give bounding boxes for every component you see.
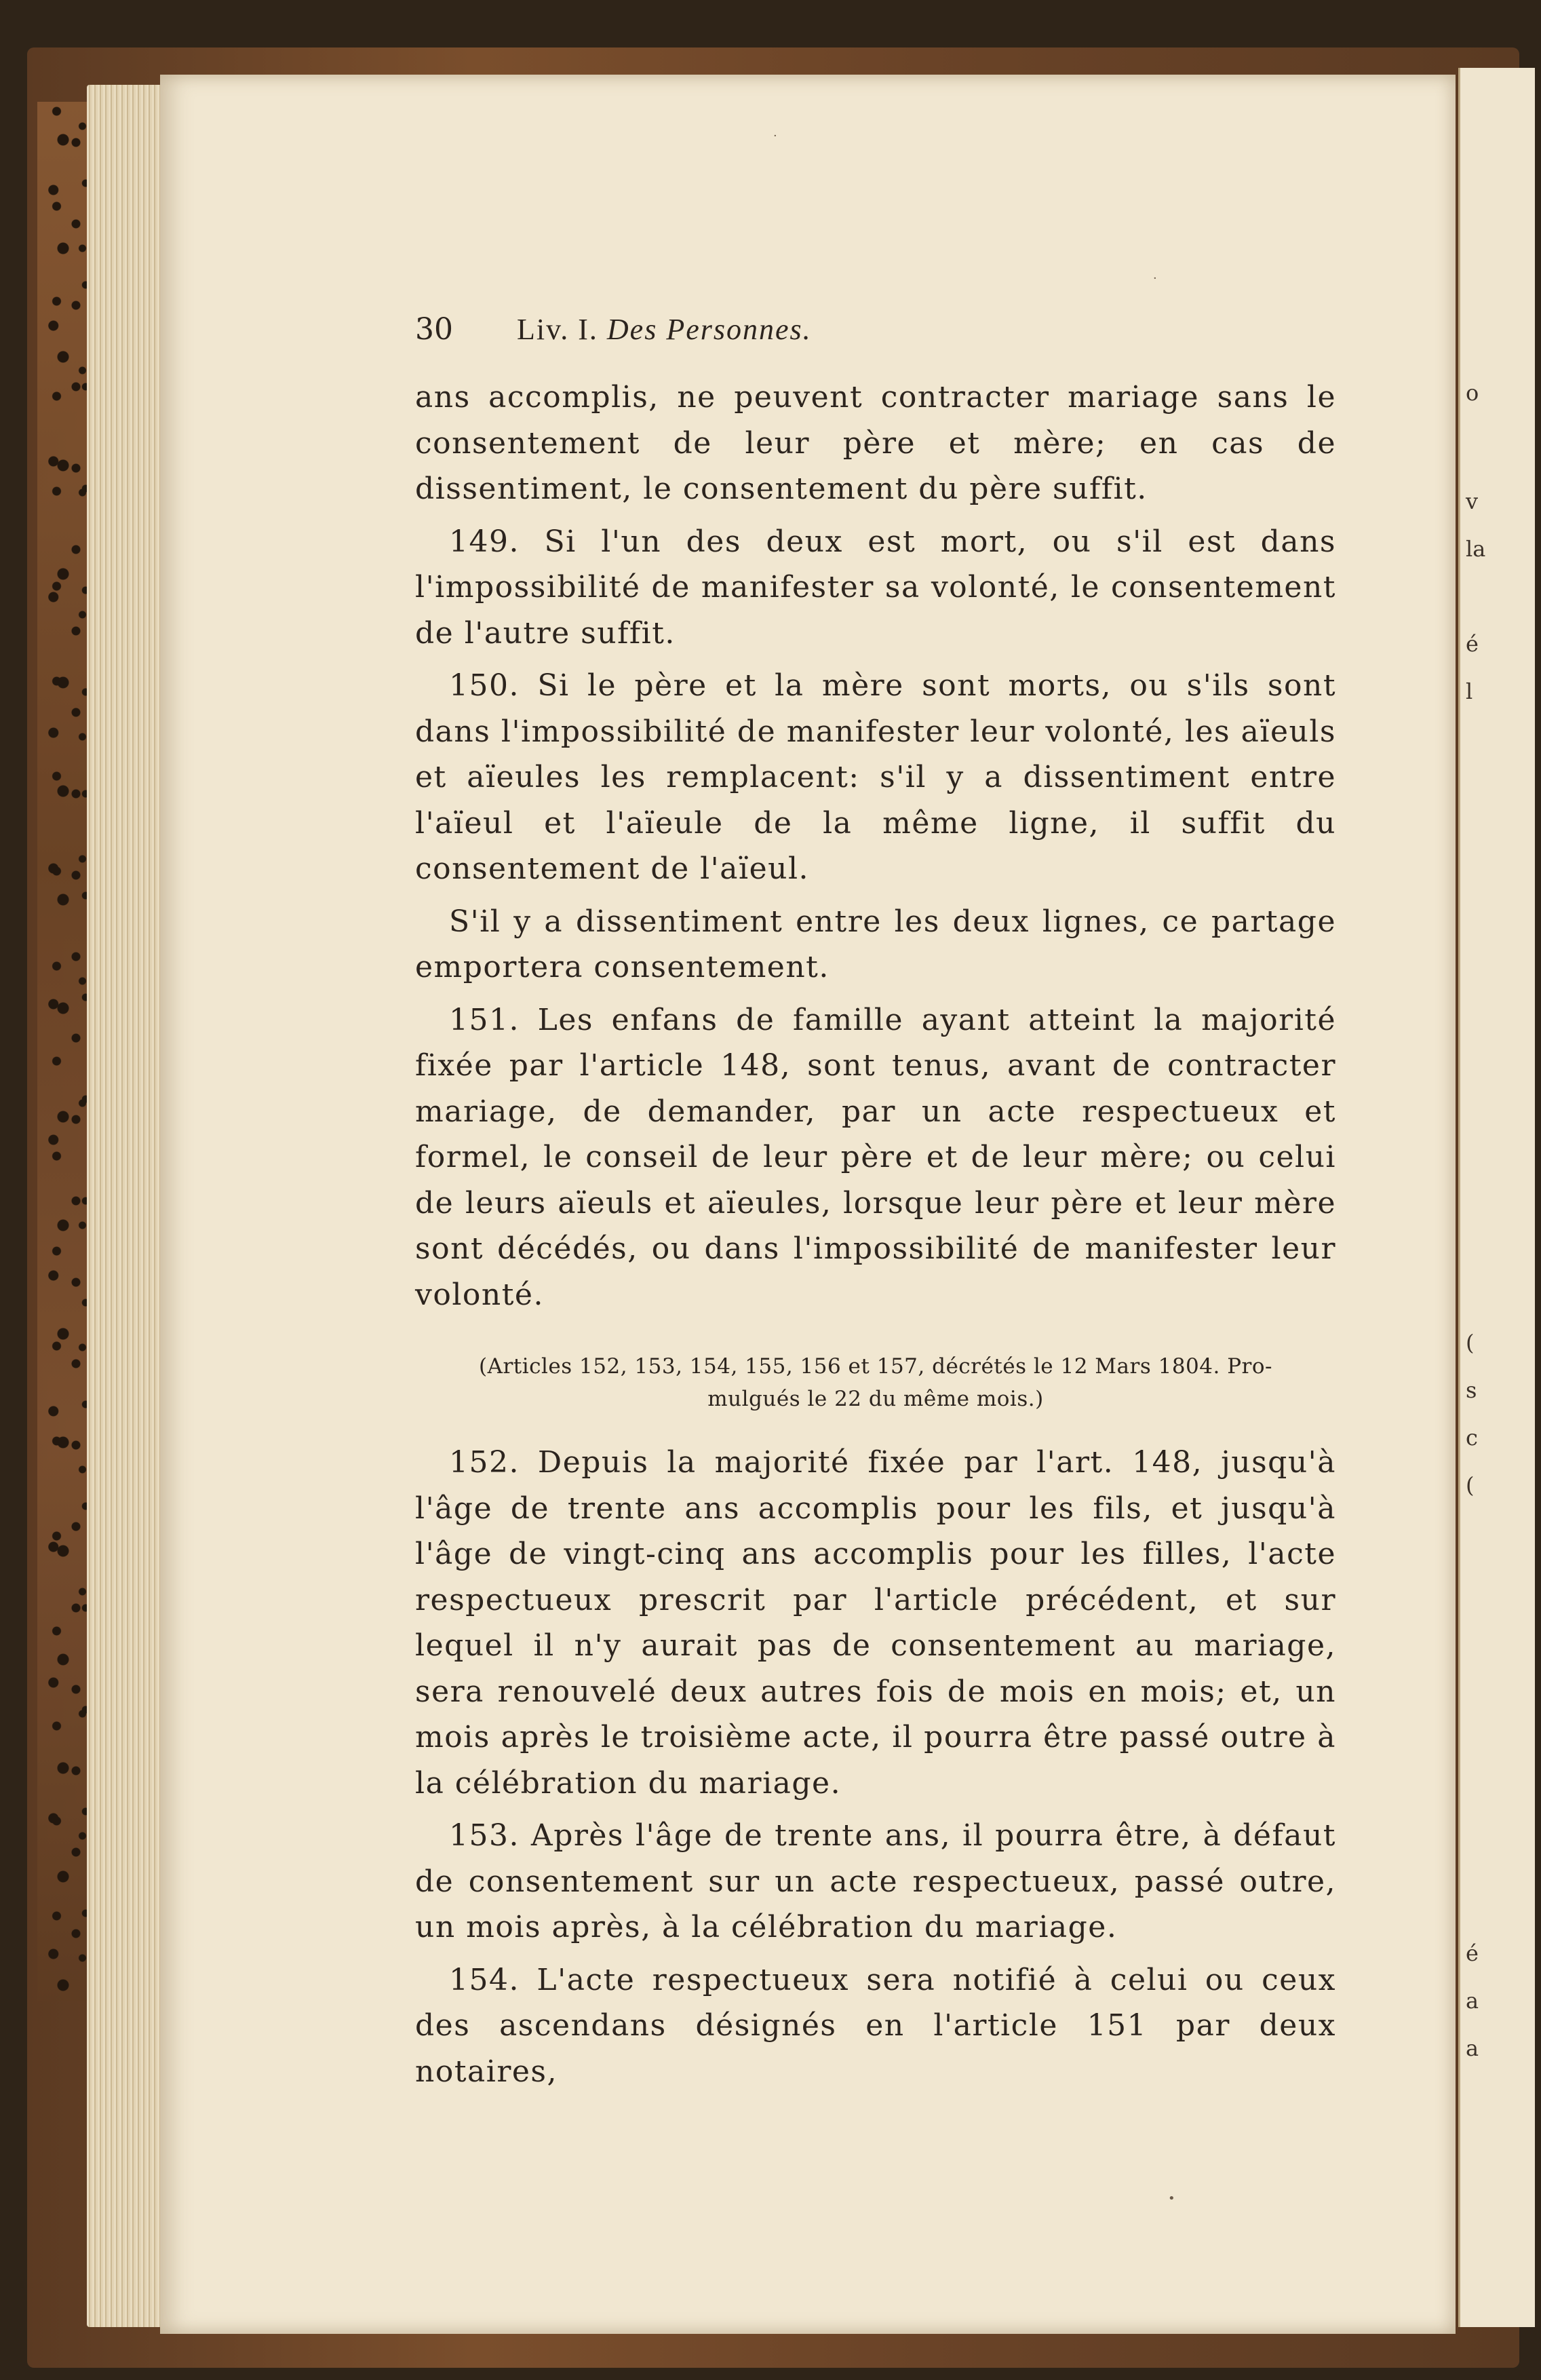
paragraph-article-152: 152. Depuis la majorité fixée par l'art. 148, jusqu'à l'âge de trente ans accomplis pour les fils, et jusqu'à l'âge de vingt-cinq ans accomplis pour les filles, l'acte respectueux prescrit par l'article précédent, et sur lequel il n'y aurait pas de consentement au mariage, sera renouvelé deux autres fois de mois en mois; et, un mois après le troisième acte, il pourra être passé outre à la célébration du mariage. (415, 1445, 1336, 1801)
paper-speck: · (773, 129, 777, 143)
paragraph-article-153: 153. Après l'âge de trente ans, il pourra être, à défaut de consentement sur un acte respectueux, passé outre, un mois après, à la célébration du mariage. (415, 1818, 1336, 1944)
page-text (415, 312, 1336, 2101)
article-150 (415, 663, 1336, 892)
paragraph-article-154: 154. L'acte respectueux sera notifié à celui ou ceux des ascendans désignés en l'article 151 par deux notaires, (415, 1962, 1336, 2089)
paragraph-article-150-b: S'il y a dissentiment entre les deux lignes, ce partage emportera consentement. (415, 904, 1336, 984)
page-edges (87, 85, 165, 2327)
adjacent-fragment: v (1466, 488, 1479, 514)
paragraph-article-149: 149. Si l'un des deux est mort, ou s'il est dans l'impossibilité de manifester sa volonté, le consentement de l'autre suffit. (415, 524, 1336, 651)
article-152 (415, 1440, 1336, 1806)
running-head (517, 312, 812, 347)
paper-speck: · (1153, 271, 1157, 286)
paragraph-article-151: 151. Les enfans de famille ayant atteint la majorité fixée par l'article 148, sont tenus, avant de contracter mariage, de demander, par un acte respectueux et formel, le conseil de leur père et de leur mère; ou celui de leurs aïeuls et aïeules, lorsque leur père et leur mère sont décédés, ou dans l'impossibilité de manifester leur volonté. (415, 1002, 1336, 1312)
article-154 (415, 1957, 1336, 2095)
page-number: 30 (415, 312, 453, 347)
decree-note-line-1: (Articles 152, 153, 154, 155, 156 et 157, décrétés le 12 Mars 1804. Pro- (478, 1354, 1273, 1379)
article-153 (415, 1813, 1336, 1951)
book-number: Liv. I. (517, 313, 598, 346)
paragraph-article-150: 150. Si le père et la mère sont morts, ou s'ils sont dans l'impossibilité de manifester leur volonté, les aïeuls et aïeules les remplacent: s'il y a dissentiment entre l'aïeul et l'aïeule de la même ligne, il suffit du consentement de l'aïeul. (415, 668, 1336, 886)
adjacent-fragment: la (1466, 536, 1486, 562)
article-block-first (415, 375, 1336, 512)
adjacent-fragment: a (1466, 1988, 1479, 2014)
paragraph-continuation: ans accomplis, ne peuvent contracter mariage sans le consentement de leur père et mère; en cas de dissentiment, le consentement du père suffit. (415, 380, 1336, 506)
adjacent-fragment: é (1466, 1940, 1479, 1966)
adjacent-fragment: l (1466, 678, 1473, 704)
page-header (415, 312, 1336, 360)
article-151 (415, 997, 1336, 1318)
adjacent-fragment: ( (1466, 1330, 1475, 1356)
section-title: Des Personnes. (606, 313, 812, 346)
paper-speck: • (1168, 2191, 1175, 2206)
adjacent-fragment: c (1466, 1425, 1478, 1451)
adjacent-fragment: o (1466, 380, 1479, 406)
article-149 (415, 519, 1336, 657)
decree-note-line-2: mulgués le 22 du même mois.) (707, 1387, 1044, 1411)
article-150-second (415, 899, 1336, 991)
adjacent-fragment: s (1466, 1377, 1477, 1403)
adjacent-fragment: é (1466, 631, 1479, 657)
decree-note (415, 1350, 1336, 1415)
adjacent-page (1458, 68, 1535, 2327)
adjacent-fragment: ( (1466, 1472, 1475, 1498)
adjacent-fragment: a (1466, 2035, 1479, 2061)
